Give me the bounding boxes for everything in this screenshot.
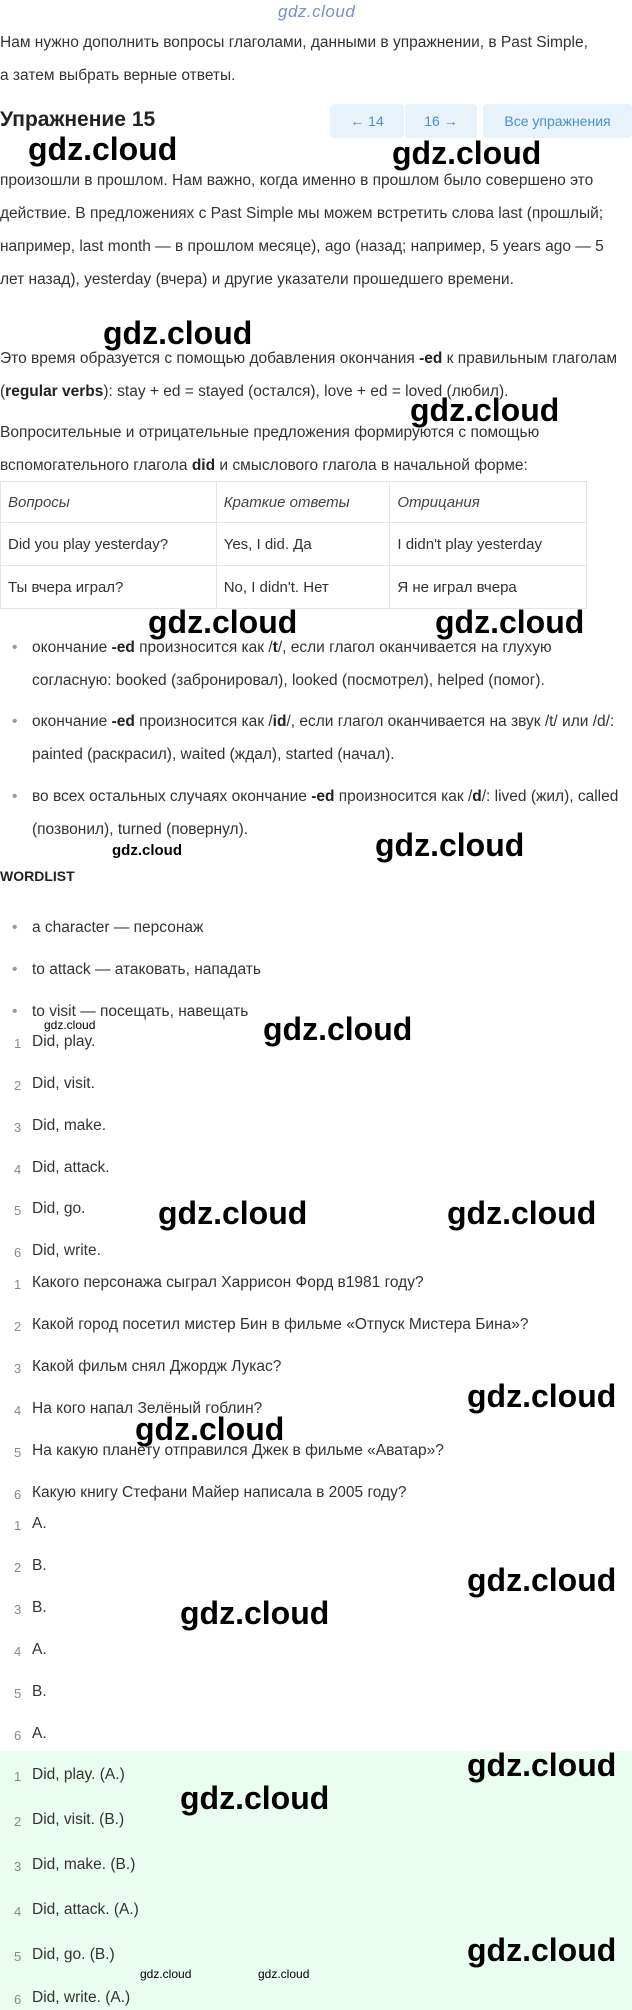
- table-cell: Yes, I did. Да: [216, 523, 390, 566]
- watermark: gdz.cloud: [158, 1195, 308, 1231]
- theory-paragraph-2: Это время образуется с помощью добавления окончания -ed к правильным глаголам (regular verbs): stay + ed = stayed (остался), love + ed = loved (любил).: [0, 350, 617, 400]
- watermark: gdz.cloud: [44, 1018, 96, 1032]
- table-cell: Did you play yesterday?: [1, 523, 217, 566]
- watermark: gdz.cloud: [258, 1967, 310, 1981]
- exercise-title: Упражнение 15: [0, 108, 156, 131]
- table-header-row: [1, 482, 587, 523]
- watermark: gdz.cloud: [135, 1411, 285, 1447]
- table-cell: No, I didn't. Нет: [216, 566, 390, 609]
- table-row: [1, 523, 587, 566]
- theory-paragraph-3: Вопросительные и отрицательные предложения формируются с помощью вспомогательного глагола did и смыслового глагола в начальной форме:: [0, 424, 540, 474]
- watermark: gdz.cloud: [180, 1780, 330, 1816]
- wordlist-item: • a character — персонаж: [0, 911, 600, 944]
- watermark: gdz.cloud: [467, 1378, 617, 1414]
- next-exercise-button[interactable]: 16 →: [405, 104, 477, 138]
- site-logo[interactable]: gdz.cloud: [278, 2, 356, 21]
- table-header: Вопросы: [1, 482, 217, 523]
- wordlist-item: • to visit — посещать, навещать: [0, 995, 600, 1028]
- bullet-icon: •: [12, 788, 18, 805]
- watermark: gdz.cloud: [180, 1595, 330, 1631]
- bullet-icon: •: [12, 961, 18, 978]
- watermark: gdz.cloud: [467, 1747, 617, 1783]
- watermark: gdz.cloud: [447, 1195, 597, 1231]
- bullet-icon: •: [12, 1003, 18, 1020]
- watermark: gdz.cloud: [112, 842, 182, 859]
- table-cell: Ты вчера играл?: [1, 566, 217, 609]
- watermark: gdz.cloud: [410, 392, 560, 428]
- table-header: Краткие ответы: [216, 482, 390, 523]
- theory-paragraph-1: произошли в прошлом. Нам важно, когда именно в прошлом было совершено это действие. В предложениях с Past Simple мы можем встретить слова last (прошлый; например, last month — в прошлом месяце), ago (назад; например, 5 years ago — 5 лет назад), yesterday (вчера) и другие указатели прошедшего времени.: [0, 172, 604, 288]
- table-row: [1, 566, 587, 609]
- watermark: gdz.cloud: [263, 1011, 413, 1047]
- bullet-icon: •: [12, 919, 18, 936]
- watermark: gdz.cloud: [148, 604, 298, 640]
- intro-text: Нам нужно дополнить вопросы глаголами, данными в упражнении, в Past Simple, а затем выбрать верные ответы.: [0, 34, 588, 84]
- table-cell: Я не играл вчера: [390, 566, 587, 609]
- prev-exercise-button[interactable]: ← 14: [330, 104, 404, 138]
- watermark: gdz.cloud: [435, 604, 585, 640]
- pronunciation-item: • во всех остальных случаях окончание -ed произносится как /d/: lived (жил), called (позвонил), turned (повернул).: [0, 780, 620, 846]
- table-cell: I didn't play yesterday: [390, 523, 587, 566]
- grammar-table: [0, 481, 587, 609]
- pronunciation-item: • окончание -ed произносится как /t/, если глагол оканчивается на глухую согласную: booked (забронировал), looked (посмотрел), helped (помог).: [0, 631, 620, 697]
- table-header: Отрицания: [390, 482, 587, 523]
- bullet-icon: •: [12, 713, 18, 730]
- watermark: gdz.cloud: [392, 135, 542, 171]
- watermark: gdz.cloud: [375, 827, 525, 863]
- pronunciation-item: • окончание -ed произносится как /id/, если глагол оканчивается на звук /t/ или /d/: painted (раскрасил), waited (ждал), started (начал).: [0, 705, 620, 771]
- bullet-icon: •: [12, 639, 18, 656]
- watermark: gdz.cloud: [140, 1967, 192, 1981]
- answer-box: 1 Did, play. (A.) 2 Did, visit. (B.) 3 Did, make. (B.) 4 Did, attack. (A.) 5 Did, go. (B.) 6 Did, write. (A.): [0, 1751, 632, 2010]
- watermark: gdz.cloud: [467, 1932, 617, 1968]
- watermark: gdz.cloud: [103, 315, 253, 351]
- wordlist-title: WORDLIST: [0, 868, 75, 884]
- wordlist-item: • to attack — атаковать, нападать: [0, 953, 600, 986]
- watermark: gdz.cloud: [28, 131, 178, 167]
- watermark: gdz.cloud: [467, 1562, 617, 1598]
- all-exercises-button[interactable]: Все упражнения: [483, 104, 632, 138]
